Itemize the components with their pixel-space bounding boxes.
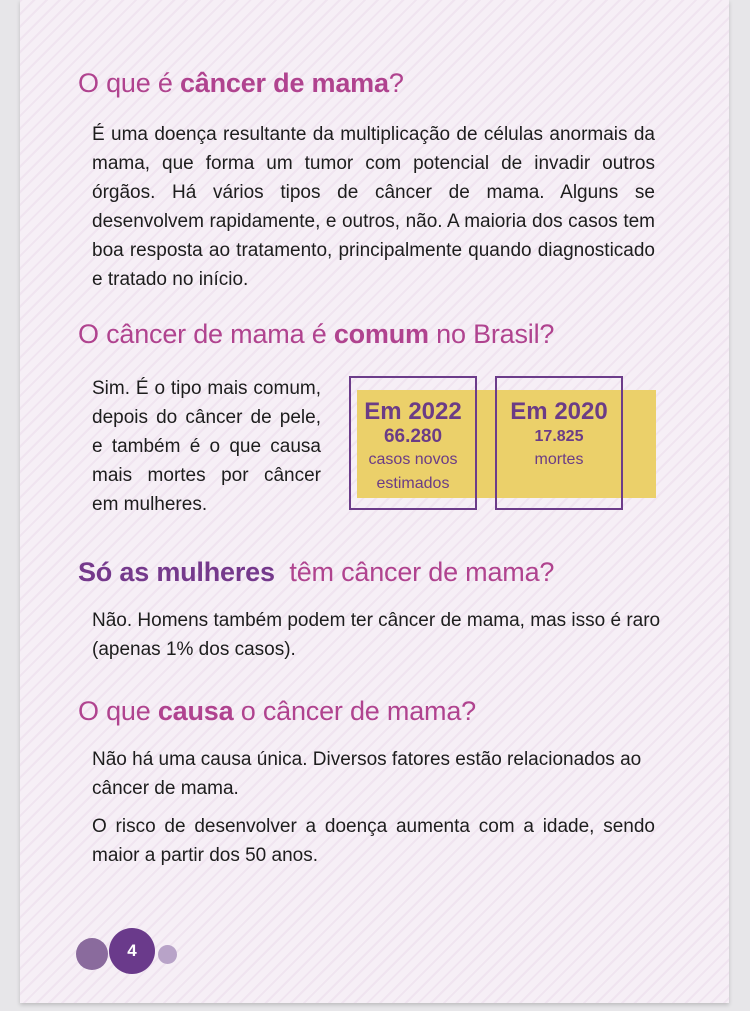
heading-text: no Brasil?	[428, 319, 555, 349]
heading-only-women	[78, 557, 554, 588]
heading-text: têm câncer de mama?	[274, 557, 555, 587]
stat-label: mortes	[534, 451, 584, 468]
page-number: 4	[109, 928, 155, 974]
heading-text: O que	[78, 696, 158, 726]
stat-card-2022	[349, 376, 477, 510]
heading-bold: causa	[157, 696, 234, 726]
paragraph-definition: É uma doença resultante da multiplicação de células anormais da mama, que forma um tumor com potencial de invadir outros órgãos. Há vários tipos de câncer de mama. Alguns se desenvolvem rapidamente, e outros, não. A maioria dos casos tem boa resposta ao tratamento, principalmente quando diagnosticado e tratado no início.	[92, 124, 655, 290]
paragraph-causes-2: O risco de desenvolver a doença aumenta com a idade, sendo maior a partir dos 50 anos.	[92, 816, 655, 866]
heading-bold: câncer de mama	[179, 68, 389, 98]
heading-is-common	[78, 319, 554, 350]
page	[20, 0, 729, 1003]
paragraph-men: Não. Homens também podem ter câncer de mama, mas isso é raro (apenas 1% dos casos).	[92, 610, 661, 660]
heading-causes	[78, 696, 476, 727]
decorative-dot	[158, 945, 177, 964]
heading-bold: comum	[333, 319, 429, 349]
stat-year: Em 2020	[510, 398, 608, 425]
paragraph-common: Sim. É o tipo mais comum, depois do câncer de pele, e também é o que causa mais mortes por câncer em mulheres.	[92, 378, 321, 515]
stat-year: Em 2022	[364, 398, 462, 425]
paragraph-causes-1: Não há uma causa única. Diversos fatores estão relacionados ao câncer de mama.	[92, 749, 642, 799]
stat-value: 66.280	[383, 426, 443, 447]
heading-text: O câncer de mama é	[78, 319, 334, 349]
stat-label: casos novos	[368, 451, 458, 468]
stat-value: 17.825	[534, 428, 584, 445]
stat-label: estimados	[376, 475, 450, 492]
heading-text: o câncer de mama?	[233, 696, 476, 726]
stat-card-2020	[495, 376, 623, 510]
heading-text: O que é	[78, 68, 180, 98]
heading-text: ?	[388, 68, 404, 98]
page-indicator	[76, 928, 186, 982]
heading-bold: Só as mulheres	[78, 557, 275, 587]
heading-what-is-breast-cancer	[78, 68, 404, 99]
decorative-dot	[76, 938, 108, 970]
